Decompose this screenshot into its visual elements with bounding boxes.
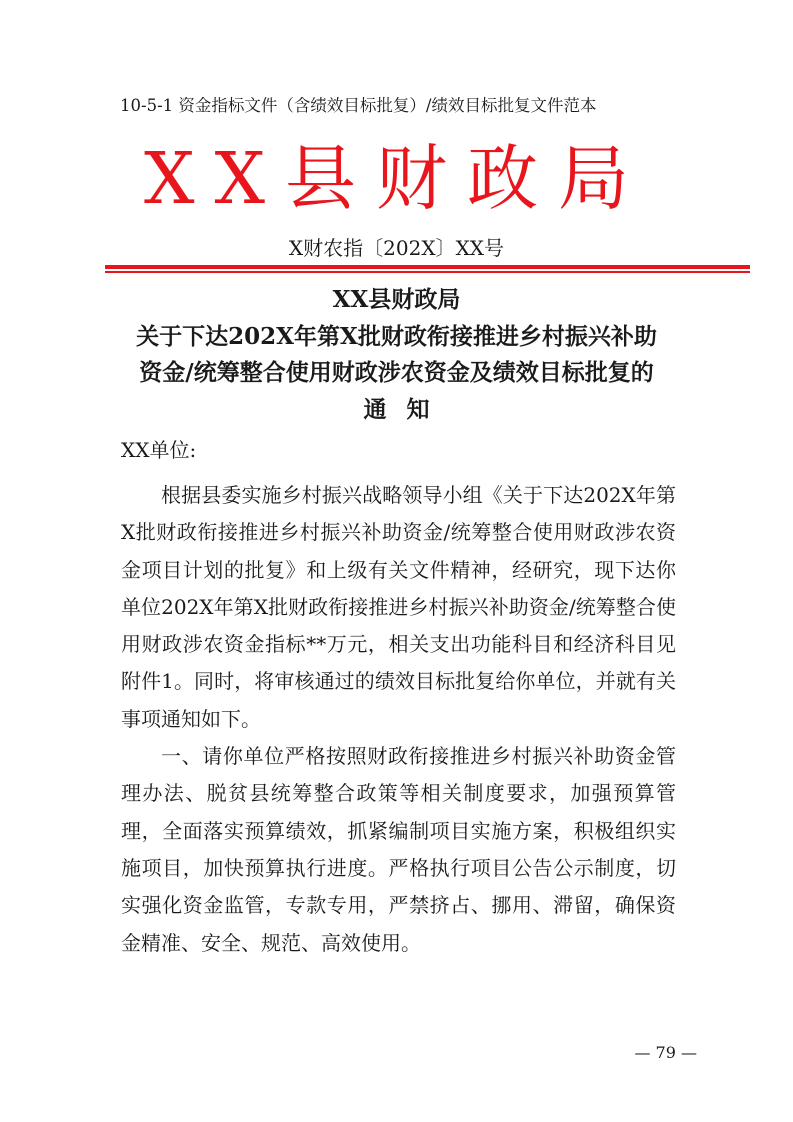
page-number: — 79 — [634, 1043, 697, 1062]
issuer-banner: XX县财政局 [143, 137, 650, 220]
body-text [121, 477, 676, 962]
document-caption: 10-5-1 资金指标文件（含绩效目标批复）/绩效目标批复文件范本 [120, 96, 597, 115]
title-line-notice: 通知 [363, 395, 450, 423]
header-red-rule-thin [105, 271, 750, 273]
document-number: X财农指〔202X〕XX号 [288, 236, 505, 260]
body-paragraph-intro: 根据县委实施乡村振兴战略领导小组《关于下达202X年第X批财政衔接推进乡村振兴补助资金/统筹整合使用财政涉农资金项目计划的批复》和上级有关文件精神，经研究，现下达你单位202X年第X批财政衔接推进乡村振兴补助资金/统筹整合使用财政涉农资金指标**万元，相关支出功能科目和经济科目见附件1。同时，将审核通过的绩效目标批复给你单位，并就有关事项通知如下。 [121, 483, 676, 731]
title-line-subject-1: 关于下达202X年第X批财政衔接推进乡村振兴补助 [136, 322, 657, 350]
notice-title [0, 282, 793, 428]
title-line-issuer: XX县财政局 [332, 286, 461, 313]
addressee: XX单位: [121, 438, 197, 462]
title-line-subject-2: 资金/统筹整合使用财政涉农资金及绩效目标批复的 [139, 359, 654, 386]
header-red-rule-thick [105, 265, 750, 269]
body-paragraph-item-1: 一、请你单位严格按照财政衔接推进乡村振兴补助资金管理办法、脱贫县统筹整合政策等相关制度要求，加强预算管理，全面落实预算绩效，抓紧编制项目实施方案，积极组织实施项目，加快预算执行进度。严格执行项目公告公示制度，切实强化资金监管，专款专用，严禁挤占、挪用、滞留，确保资金精准、安全、规范、高效使用。 [121, 744, 676, 955]
